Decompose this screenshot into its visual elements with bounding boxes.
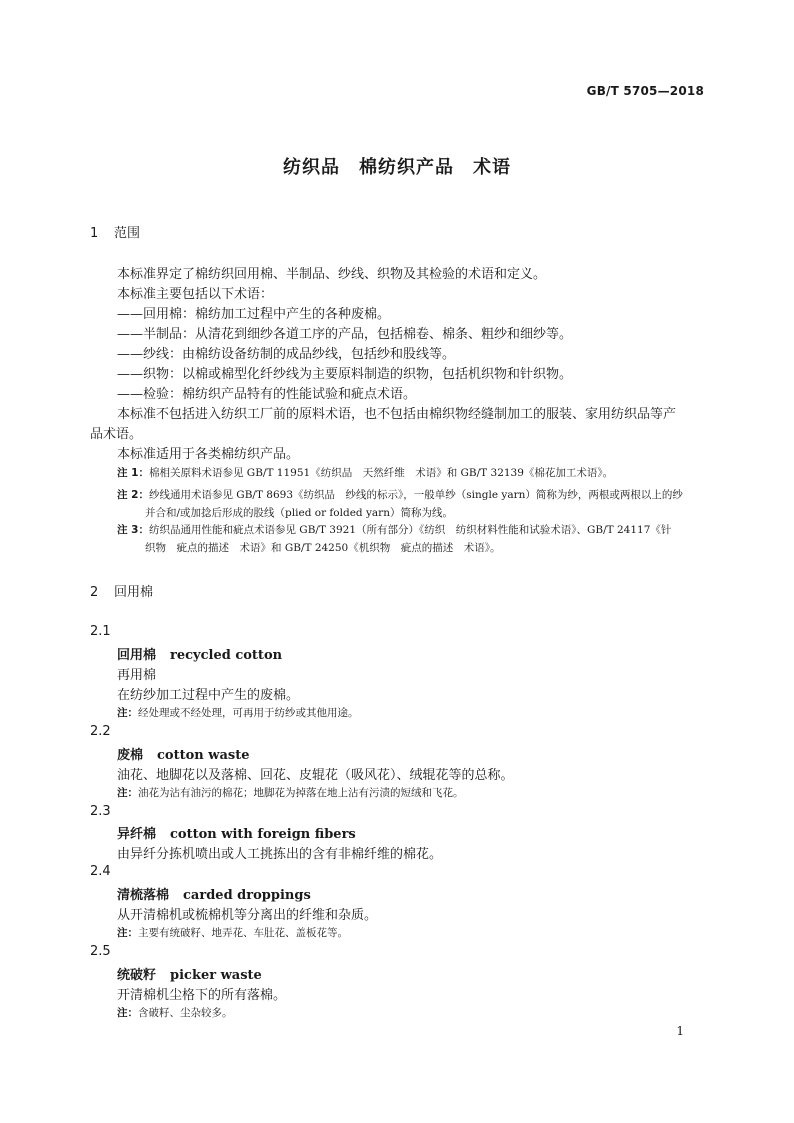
term-heading — [117, 823, 356, 842]
clause-number: 2.1 — [90, 624, 111, 639]
term-zh: 废棉 — [117, 748, 144, 763]
paragraph: 本标准适用于各类棉纺织产品。 — [117, 447, 300, 462]
page-number: 1 — [676, 1024, 684, 1038]
section-number: 2 — [90, 585, 99, 600]
note-text: 纺织品通用性能和疵点术语参见 GB/T 3921（所有部分）《纺织 纺织材料性能和试验术语》、GB/T 24117《针 — [148, 524, 672, 536]
term-zh: 回用棉 — [117, 648, 157, 663]
term-en: cotton waste — [157, 748, 250, 763]
list-item: ——回用棉：棉纺加工过程中产生的各种废棉。 — [117, 307, 391, 322]
note-text: 纱线通用术语参见 GB/T 8693《纺织品 纱线的标示》，一般单纱（single yarn）简称为纱，两根或两根以上的纱 — [148, 489, 683, 501]
clause-note — [117, 705, 359, 720]
note-3-continuation: 织物 疵点的描述 术语》和 GB/T 24250《机织物 疵点的描述 术语》。 — [145, 542, 501, 554]
note-label: 注 1： — [117, 467, 149, 479]
term-heading — [117, 644, 282, 663]
note-text: 含破籽、尘杂较多。 — [138, 1007, 233, 1019]
note-label: 注： — [117, 927, 138, 939]
section-title: 范围 — [114, 226, 141, 241]
term-zh: 清梳落棉 — [117, 888, 170, 903]
note-label: 注： — [117, 787, 138, 799]
note-text: 主要有统破籽、地弄花、车肚花、盖板花等。 — [138, 927, 348, 939]
paragraph-continuation: 品术语。 — [90, 427, 143, 442]
list-item: ——纱线：由棉纺设备纺制的成品纱线，包括纱和股线等。 — [117, 347, 456, 362]
term-en: picker waste — [170, 968, 262, 983]
clause-number: 2.2 — [90, 724, 111, 739]
definition: 在纺纱加工过程中产生的废棉。 — [117, 688, 300, 703]
standard-number: GB/T 5705—2018 — [586, 84, 704, 98]
definition: 由异纤分拣机喷出或人工挑拣出的含有非棉纤维的棉花。 — [117, 847, 443, 862]
paragraph: 本标准不包括进入纺织工厂前的原料术语，也不包括由棉织物经缝制加工的服装、家用纺织品等产 — [117, 407, 677, 422]
clause-number: 2.4 — [90, 864, 111, 879]
clause-number: 2.3 — [90, 804, 111, 819]
clause-number: 2.5 — [90, 944, 111, 959]
section-2-heading — [90, 581, 153, 600]
clause-note — [117, 1005, 233, 1020]
section-1-heading — [90, 222, 140, 241]
admitted-term: 再用棉 — [117, 668, 157, 683]
term-en: recycled cotton — [170, 648, 283, 663]
paragraph: 本标准主要包括以下术语： — [117, 287, 274, 302]
note-label: 注： — [117, 707, 138, 719]
section-title: 回用棉 — [114, 585, 154, 600]
note-label: 注： — [117, 1007, 138, 1019]
term-heading — [117, 964, 262, 983]
clause-note — [117, 785, 464, 800]
section-number: 1 — [90, 226, 99, 241]
note-text: 棉相关原料术语参见 GB/T 11951《纺织品 天然纤维 术语》和 GB/T 32139《棉花加工术语》。 — [148, 467, 614, 479]
note-label: 注 2： — [117, 489, 149, 501]
term-en: carded droppings — [183, 888, 311, 903]
term-en: cotton with foreign fibers — [170, 827, 356, 842]
paragraph: 本标准界定了棉纺织回用棉、半制品、纱线、织物及其检验的术语和定义。 — [117, 267, 547, 282]
term-heading — [117, 744, 249, 763]
definition: 从开清棉机或梳棉机等分离出的纤维和杂质。 — [117, 908, 378, 923]
list-item: ——半制品：从清花到细纱各道工序的产品，包括棉卷、棉条、粗纱和细纱等。 — [117, 327, 573, 342]
list-item: ——织物：以棉或棉型化纤纱线为主要原料制造的织物，包括机织物和针织物。 — [117, 367, 573, 382]
term-zh: 统破籽 — [117, 968, 157, 983]
document-title: 纺织品 棉纺织产品 术语 — [283, 157, 511, 178]
note-3 — [117, 522, 671, 537]
definition: 油花、地脚花以及落棉、回花、皮辊花（吸风花）、绒辊花等的总称。 — [117, 768, 514, 783]
list-item: ——检验：棉纺织产品特有的性能试验和疵点术语。 — [117, 387, 417, 402]
note-text: 经处理或不经处理，可再用于纺纱或其他用途。 — [138, 707, 359, 719]
note-label: 注 3： — [117, 524, 149, 536]
clause-note — [117, 925, 348, 940]
note-1 — [117, 465, 613, 480]
definition: 开清棉机尘格下的所有落棉。 — [117, 988, 287, 1003]
term-heading — [117, 884, 311, 903]
note-2 — [117, 487, 683, 502]
term-zh: 异纤棉 — [117, 827, 157, 842]
note-2-continuation: 并合和/或加捻后形成的股线（plied or folded yarn）简称为线。 — [145, 507, 453, 519]
note-text: 油花为沾有油污的棉花；地脚花为掉落在地上沾有污渍的短绒和飞花。 — [138, 787, 464, 799]
